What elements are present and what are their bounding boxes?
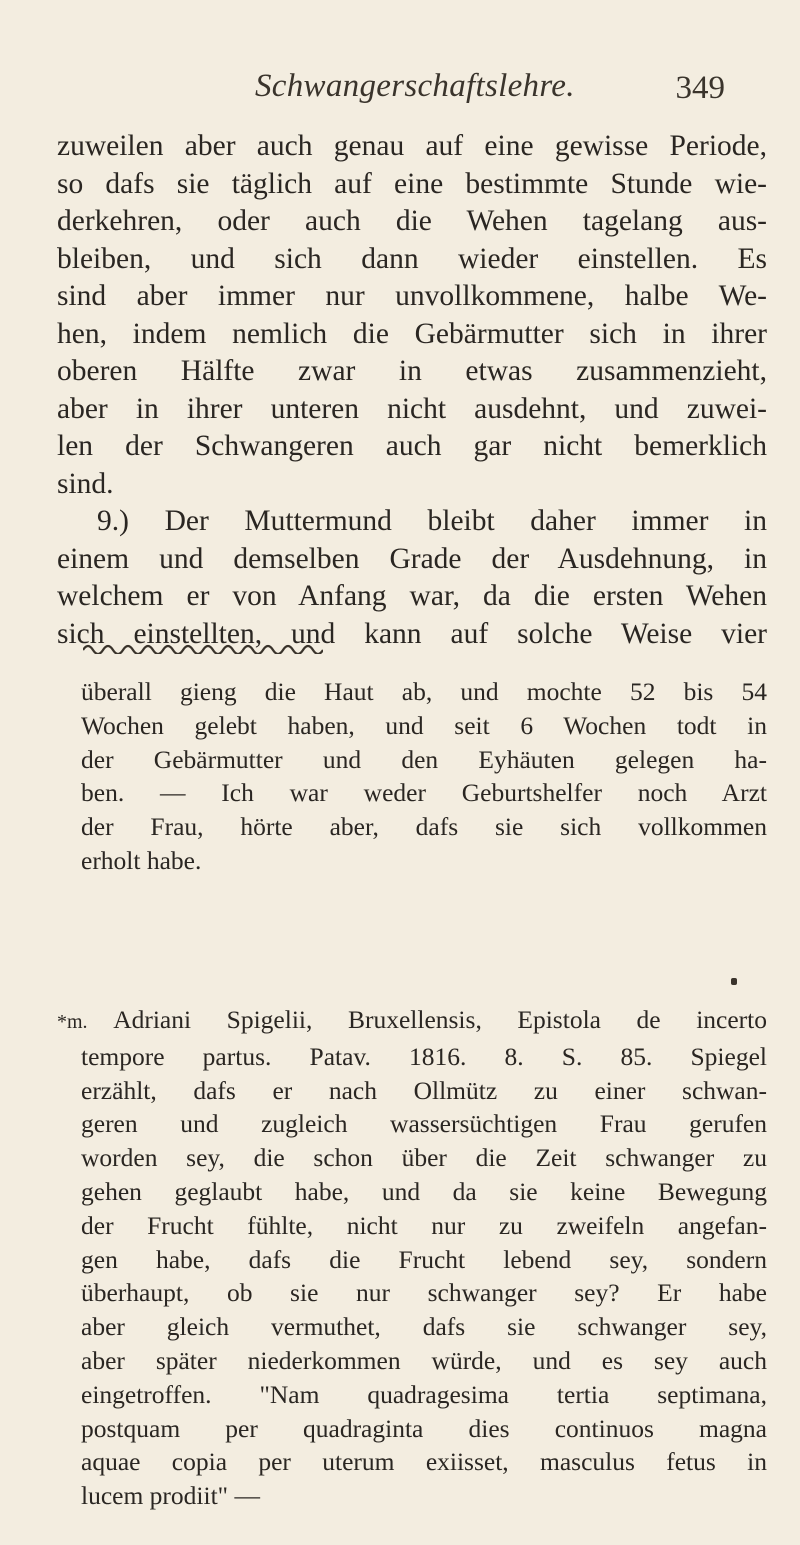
footnote-marker: *m. bbox=[57, 1011, 88, 1033]
page-header bbox=[255, 68, 725, 118]
footnote-line: gen habe, dafs die Frucht lebend sey, sondern bbox=[81, 1244, 767, 1274]
text-line: so dafs sie täglich auf eine bestimmte Stunde wie- bbox=[57, 167, 767, 200]
text-line: sind. bbox=[57, 467, 114, 500]
footnote-line: postquam per quadraginta dies continuos magna bbox=[81, 1413, 767, 1443]
footnote-line: tempore partus. Patav. 1816. 8. S. 85. Spiegel bbox=[81, 1041, 767, 1071]
footnote-text: Adriani Spigelii, Bruxellensis, Epistola de incerto bbox=[113, 1005, 767, 1034]
footnote-line: eingetroffen. "Nam quadragesima tertia septimana, bbox=[81, 1379, 767, 1409]
footnote-line: überhaupt, ob sie nur schwanger sey? Er habe bbox=[81, 1278, 767, 1308]
footnote-line: geren und zugleich wassersüchtigen Frau gerufen bbox=[81, 1109, 767, 1139]
footnote-line: der Frau, hörte aber, dafs sie sich vollkommen bbox=[81, 812, 767, 842]
footnote-line: der Gebärmutter und den Eyhäuten gelegen ha- bbox=[81, 744, 767, 774]
text-line: hen, indem nemlich die Gebärmutter sich in ihrer bbox=[57, 317, 767, 350]
footnote-line: gehen geglaubt habe, und da sie keine Bewegung bbox=[81, 1176, 767, 1206]
text-line: einem und demselben Grade der Ausdehnung, in bbox=[57, 542, 767, 575]
footnote-continued bbox=[57, 675, 767, 878]
footnote-line: aquae copia per uterum exiisset, masculus fetus in bbox=[81, 1447, 767, 1477]
footnote-divider bbox=[83, 642, 323, 654]
footnote-line bbox=[57, 1003, 767, 1040]
footnote-line: überall gieng die Haut ab, und mochte 52 bis 54 bbox=[81, 677, 767, 706]
footnote-line: Wochen gelebt haben, und seit 6 Wochen todt in bbox=[81, 710, 767, 740]
text-line: sich einstellten, und kann auf solche Weise vier bbox=[57, 617, 767, 650]
footnote-line: erholt habe. bbox=[81, 845, 202, 875]
footnote-line: lucem prodiit" — bbox=[81, 1481, 260, 1511]
ornament-dot bbox=[731, 978, 737, 985]
footnote-line: der Frucht fühlte, nicht nur zu zweifeln angefan- bbox=[81, 1210, 767, 1240]
page-number: 349 bbox=[675, 70, 725, 106]
footnote-line: erzählt, dafs er nach Ollmütz zu einer schwan- bbox=[81, 1075, 767, 1105]
text-line: len der Schwangeren auch gar nicht bemerklich bbox=[57, 430, 767, 462]
text-line: derkehren, oder auch die Wehen tagelang aus- bbox=[57, 205, 767, 237]
text-line: aber in ihrer unteren nicht ausdehnt, und zuwei- bbox=[57, 392, 767, 425]
text-line: sind aber immer nur unvollkommene, halbe We- bbox=[57, 280, 767, 312]
running-head: Schwangerschaftslehre. bbox=[255, 68, 575, 104]
text-line: oberen Hälfte zwar in etwas zusammenzieht, bbox=[57, 355, 767, 387]
footnote-line: aber gleich vermuthet, dafs sie schwanger sey, bbox=[81, 1312, 767, 1342]
footnote-line: ben. — Ich war weder Geburtshelfer noch Arzt bbox=[81, 778, 767, 808]
text-line: 9.) Der Muttermund bleibt daher immer in bbox=[97, 505, 767, 537]
text-line: zuweilen aber auch genau auf eine gewisse Periode, bbox=[57, 130, 767, 162]
footnote bbox=[57, 1003, 767, 1513]
footnote-line: aber später niederkommen würde, und es sey auch bbox=[81, 1345, 767, 1375]
text-line: bleiben, und sich dann wieder einstellen. Es bbox=[57, 242, 767, 275]
main-text bbox=[57, 128, 767, 653]
footnote-line: worden sey, die schon über die Zeit schwanger zu bbox=[81, 1143, 767, 1173]
text-line: welchem er von Anfang war, da die ersten Wehen bbox=[57, 580, 767, 612]
